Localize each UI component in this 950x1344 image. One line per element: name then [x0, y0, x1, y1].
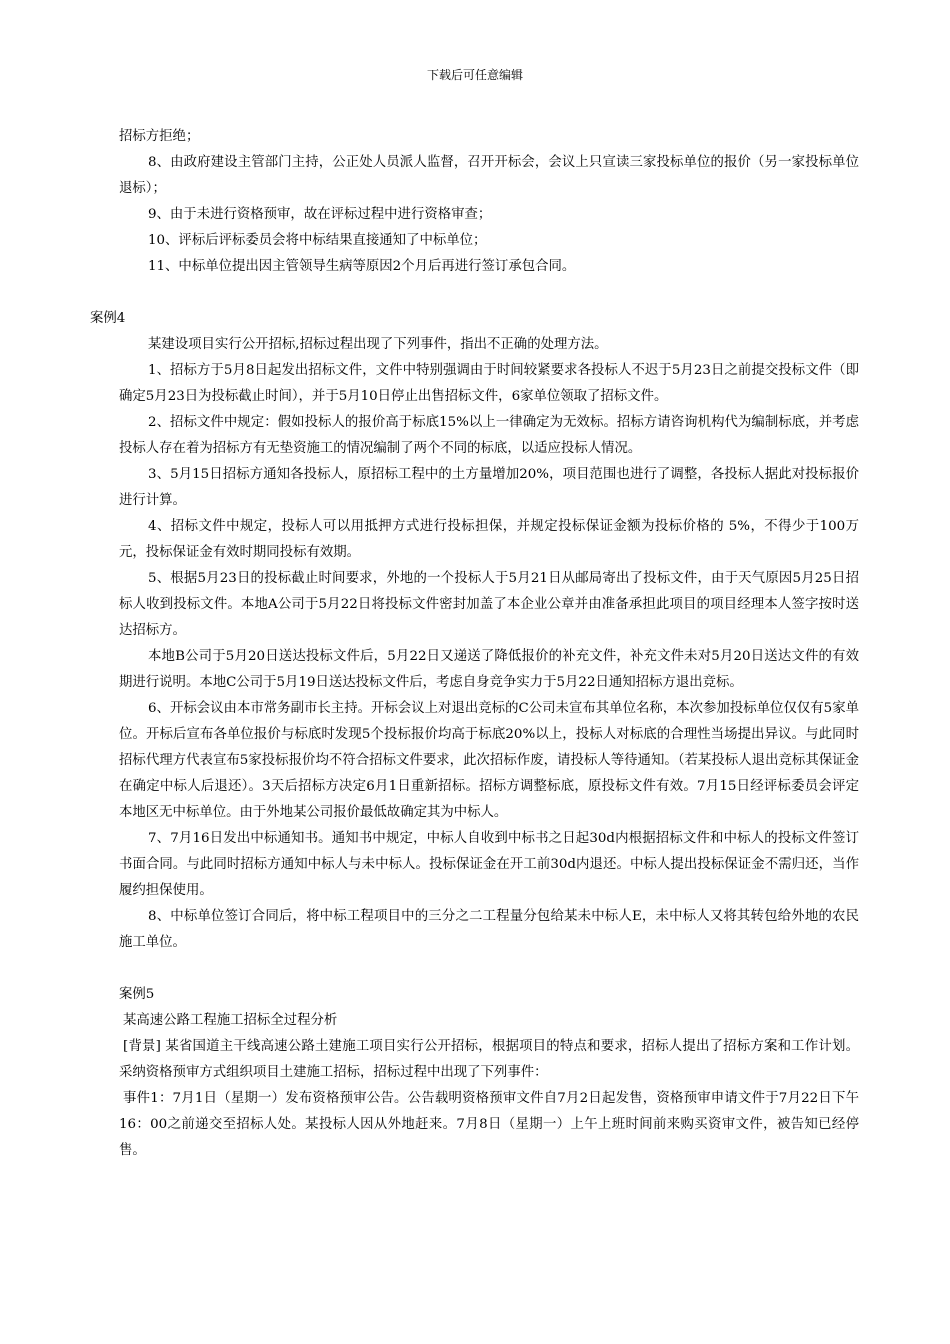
spacer	[119, 280, 859, 306]
list-item: 8、中标单位签订合同后，将中标工程项目中的三分之二工程量分包给某未中标人E，未中标人又将其转包给外地的农民施工单位。	[119, 909, 859, 950]
case5-title: 案例5	[119, 987, 155, 1002]
list-item: 11、中标单位提出因主管领导生病等原因2个月后再进行签订承包合同。	[148, 259, 576, 274]
spacer	[119, 956, 859, 982]
list-item: 本地B公司于5月20日送达投标文件后，5月22日又递送了降低报价的补充文件，补充文件未对5月20日送达文件的有效期进行说明。本地C公司于5月19日送达投标文件后，考虑自身竞争实力于5月22日通知招标方退出竞标。	[119, 649, 859, 690]
list-item: 4、招标文件中规定，投标人可以用抵押方式进行投标担保，并规定投标保证金额为投标价格的 5%，不得少于100万元，投标保证金有效时期同投标有效期。	[119, 519, 859, 560]
continuation-text: 招标方拒绝；	[119, 129, 200, 144]
list-item: 5、根据5月23日的投标截止时间要求，外地的一个投标人于5月21日从邮局寄出了投标文件，由于天气原因5月25日招标人收到投标文件。本地A公司于5月22日将投标文件密封加盖了本企业公章并由准备承担此项目的项目经理本人签字按时送达招标方。	[119, 571, 859, 638]
list-item: 3、5月15日招标方通知各投标人，原招标工程中的土方量增加20%，项目范围也进行了调整，各投标人据此对投标报价进行计算。	[119, 467, 859, 508]
list-item: 2、招标文件中规定：假如投标人的报价高于标底15%以上一律确定为无效标。招标方请咨询机构代为编制标底，并考虑投标人存在着为招标方有无垫资施工的情况编制了两个不同的标底，以适应投标人情况。	[119, 415, 859, 456]
list-item: 1、招标方于5月8日起发出招标文件，文件中特别强调由于时间较紧要求各投标人不迟于5月23日之前提交投标文件（即确定5月23日为投标截止时间），并于5月10日停止出售招标文件，6家单位领取了招标文件。	[119, 363, 859, 404]
list-item: 7、7月16日发出中标通知书。通知书中规定，中标人自收到中标书之日起30d内根据招标文件和中标人的投标文件签订书面合同。与此同时招标方通知中标人与未中标人。投标保证金在开工前30d内退还。中标人提出投标保证金不需归还，当作履约担保使用。	[119, 831, 859, 898]
list-item: 6、开标会议由本市常务副市长主持。开标会议上对退出竞标的C公司未宣布其单位名称，本次参加投标单位仅仅有5家单位。开标后宣布各单位报价与标底时发现5个投标报价均高于标底20%以上，投标人对标底的合理性当场提出异议。与此同时招标代理方代表宣布5家投标报价均不符合招标文件要求，此次招标作废，请投标人等待通知。（若某投标人退出竞标其保证金在确定中标人后退还）。3天后招标方决定6月1日重新招标。招标方调整标底，原投标文件有效。7月15日经评标委员会评定本地区无中标单位。由于外地某公司报价最低故确定其为中标人。	[119, 701, 859, 820]
list-item: 9、由于未进行资格预审，故在评标过程中进行资格审查；	[148, 207, 492, 222]
case5-event-1: 事件1：7月1日（星期一）发布资格预审公告。公告载明资格预审文件自7月2日起发售，资格预审申请文件于7月22日下午16：00之前递交至招标人处。某投标人因从外地赶来。7月8日（星期一）上午上班时间前来购买资审文件，被告知已经停售。	[119, 1091, 859, 1158]
list-item: 8、由政府建设主管部门主持，公正处人员派人监督，召开开标会，会议上只宣读三家投标单位的报价（另一家投标单位退标）；	[119, 155, 859, 196]
case4-title: 案例4	[90, 311, 126, 326]
case5-background: [背景] 某省国道主干线高速公路土建施工项目实行公开招标，根据项目的特点和要求，招标人提出了招标方案和工作计划。采纳资格预审方式组织项目土建施工招标，招标过程中出现了下列事件：	[119, 1039, 859, 1080]
document-body	[90, 124, 859, 1164]
page-header: 下载后可任意编辑	[426, 68, 523, 82]
case5-subtitle: 某高速公路工程施工招标全过程分析	[123, 1013, 338, 1028]
case4-intro: 某建设项目实行公开招标,招标过程出现了下列事件，指出不正确的处理方法。	[148, 337, 608, 352]
list-item: 10、评标后评标委员会将中标结果直接通知了中标单位；	[148, 233, 487, 248]
